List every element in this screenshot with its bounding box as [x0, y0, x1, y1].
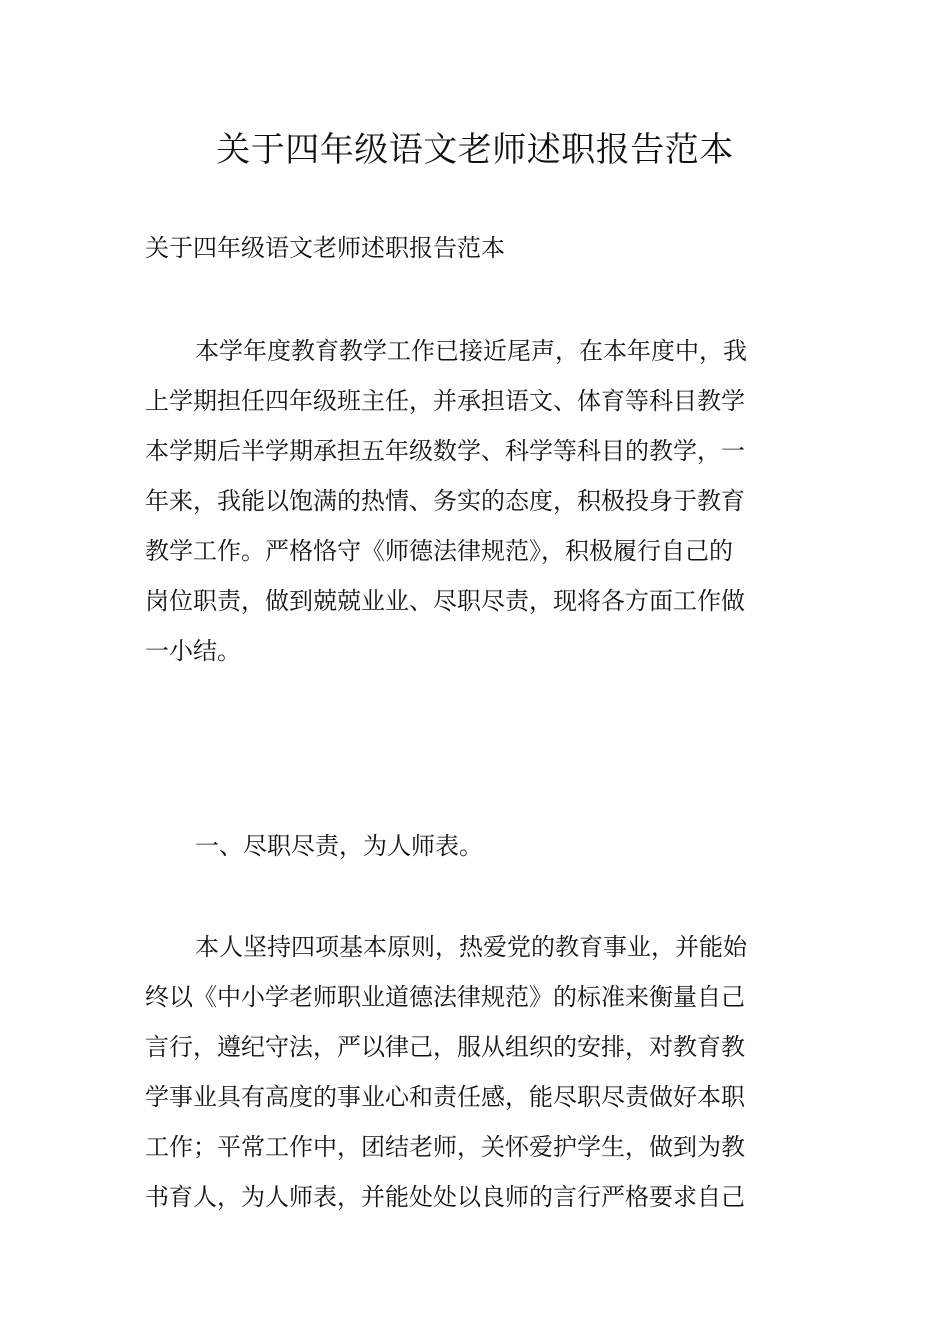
document-subtitle: 关于四年级语文老师述职报告范本 — [145, 234, 505, 262]
paragraph-line: 上学期担任四年级班主任，并承担语文、体育等科目教学 — [145, 387, 745, 415]
paragraph-line: 学事业具有高度的事业心和责任感，能尽职尽责做好本职 — [145, 1083, 745, 1111]
paragraph-line: 终以《中小学老师职业道德法律规范》的标准来衡量自己 — [145, 983, 745, 1011]
section-heading: 一、尽职尽责，为人师表。 — [195, 832, 483, 860]
paragraph-section-1 — [145, 922, 807, 1222]
paragraph-line: 本人坚持四项基本原则，热爱党的教育事业，并能始 — [195, 933, 747, 961]
paragraph-line: 本学期后半学期承担五年级数学、科学等科目的教学，一 — [145, 437, 745, 465]
paragraph-line: 岗位职责，做到兢兢业业、尽职尽责，现将各方面工作做 — [145, 587, 745, 615]
document-title: 关于四年级语文老师述职报告范本 — [216, 130, 734, 170]
paragraph-intro — [145, 326, 807, 676]
paragraph-line: 言行，遵纪守法，严以律己，服从组织的安排，对教育教 — [145, 1033, 745, 1061]
paragraph-line: 本学年度教育教学工作已接近尾声，在本年度中，我 — [195, 337, 747, 365]
paragraph-line: 一小结。 — [145, 637, 241, 665]
paragraph-line: 工作；平常工作中，团结老师，关怀爱护学生，做到为教 — [145, 1133, 745, 1161]
paragraph-line: 年来，我能以饱满的热情、务实的态度，积极投身于教育 — [145, 487, 745, 515]
paragraph-line: 教学工作。严格恪守《师德法律规范》，积极履行自己的 — [145, 537, 733, 565]
paragraph-line: 书育人，为人师表，并能处处以良师的言行严格要求自己 — [145, 1183, 745, 1211]
